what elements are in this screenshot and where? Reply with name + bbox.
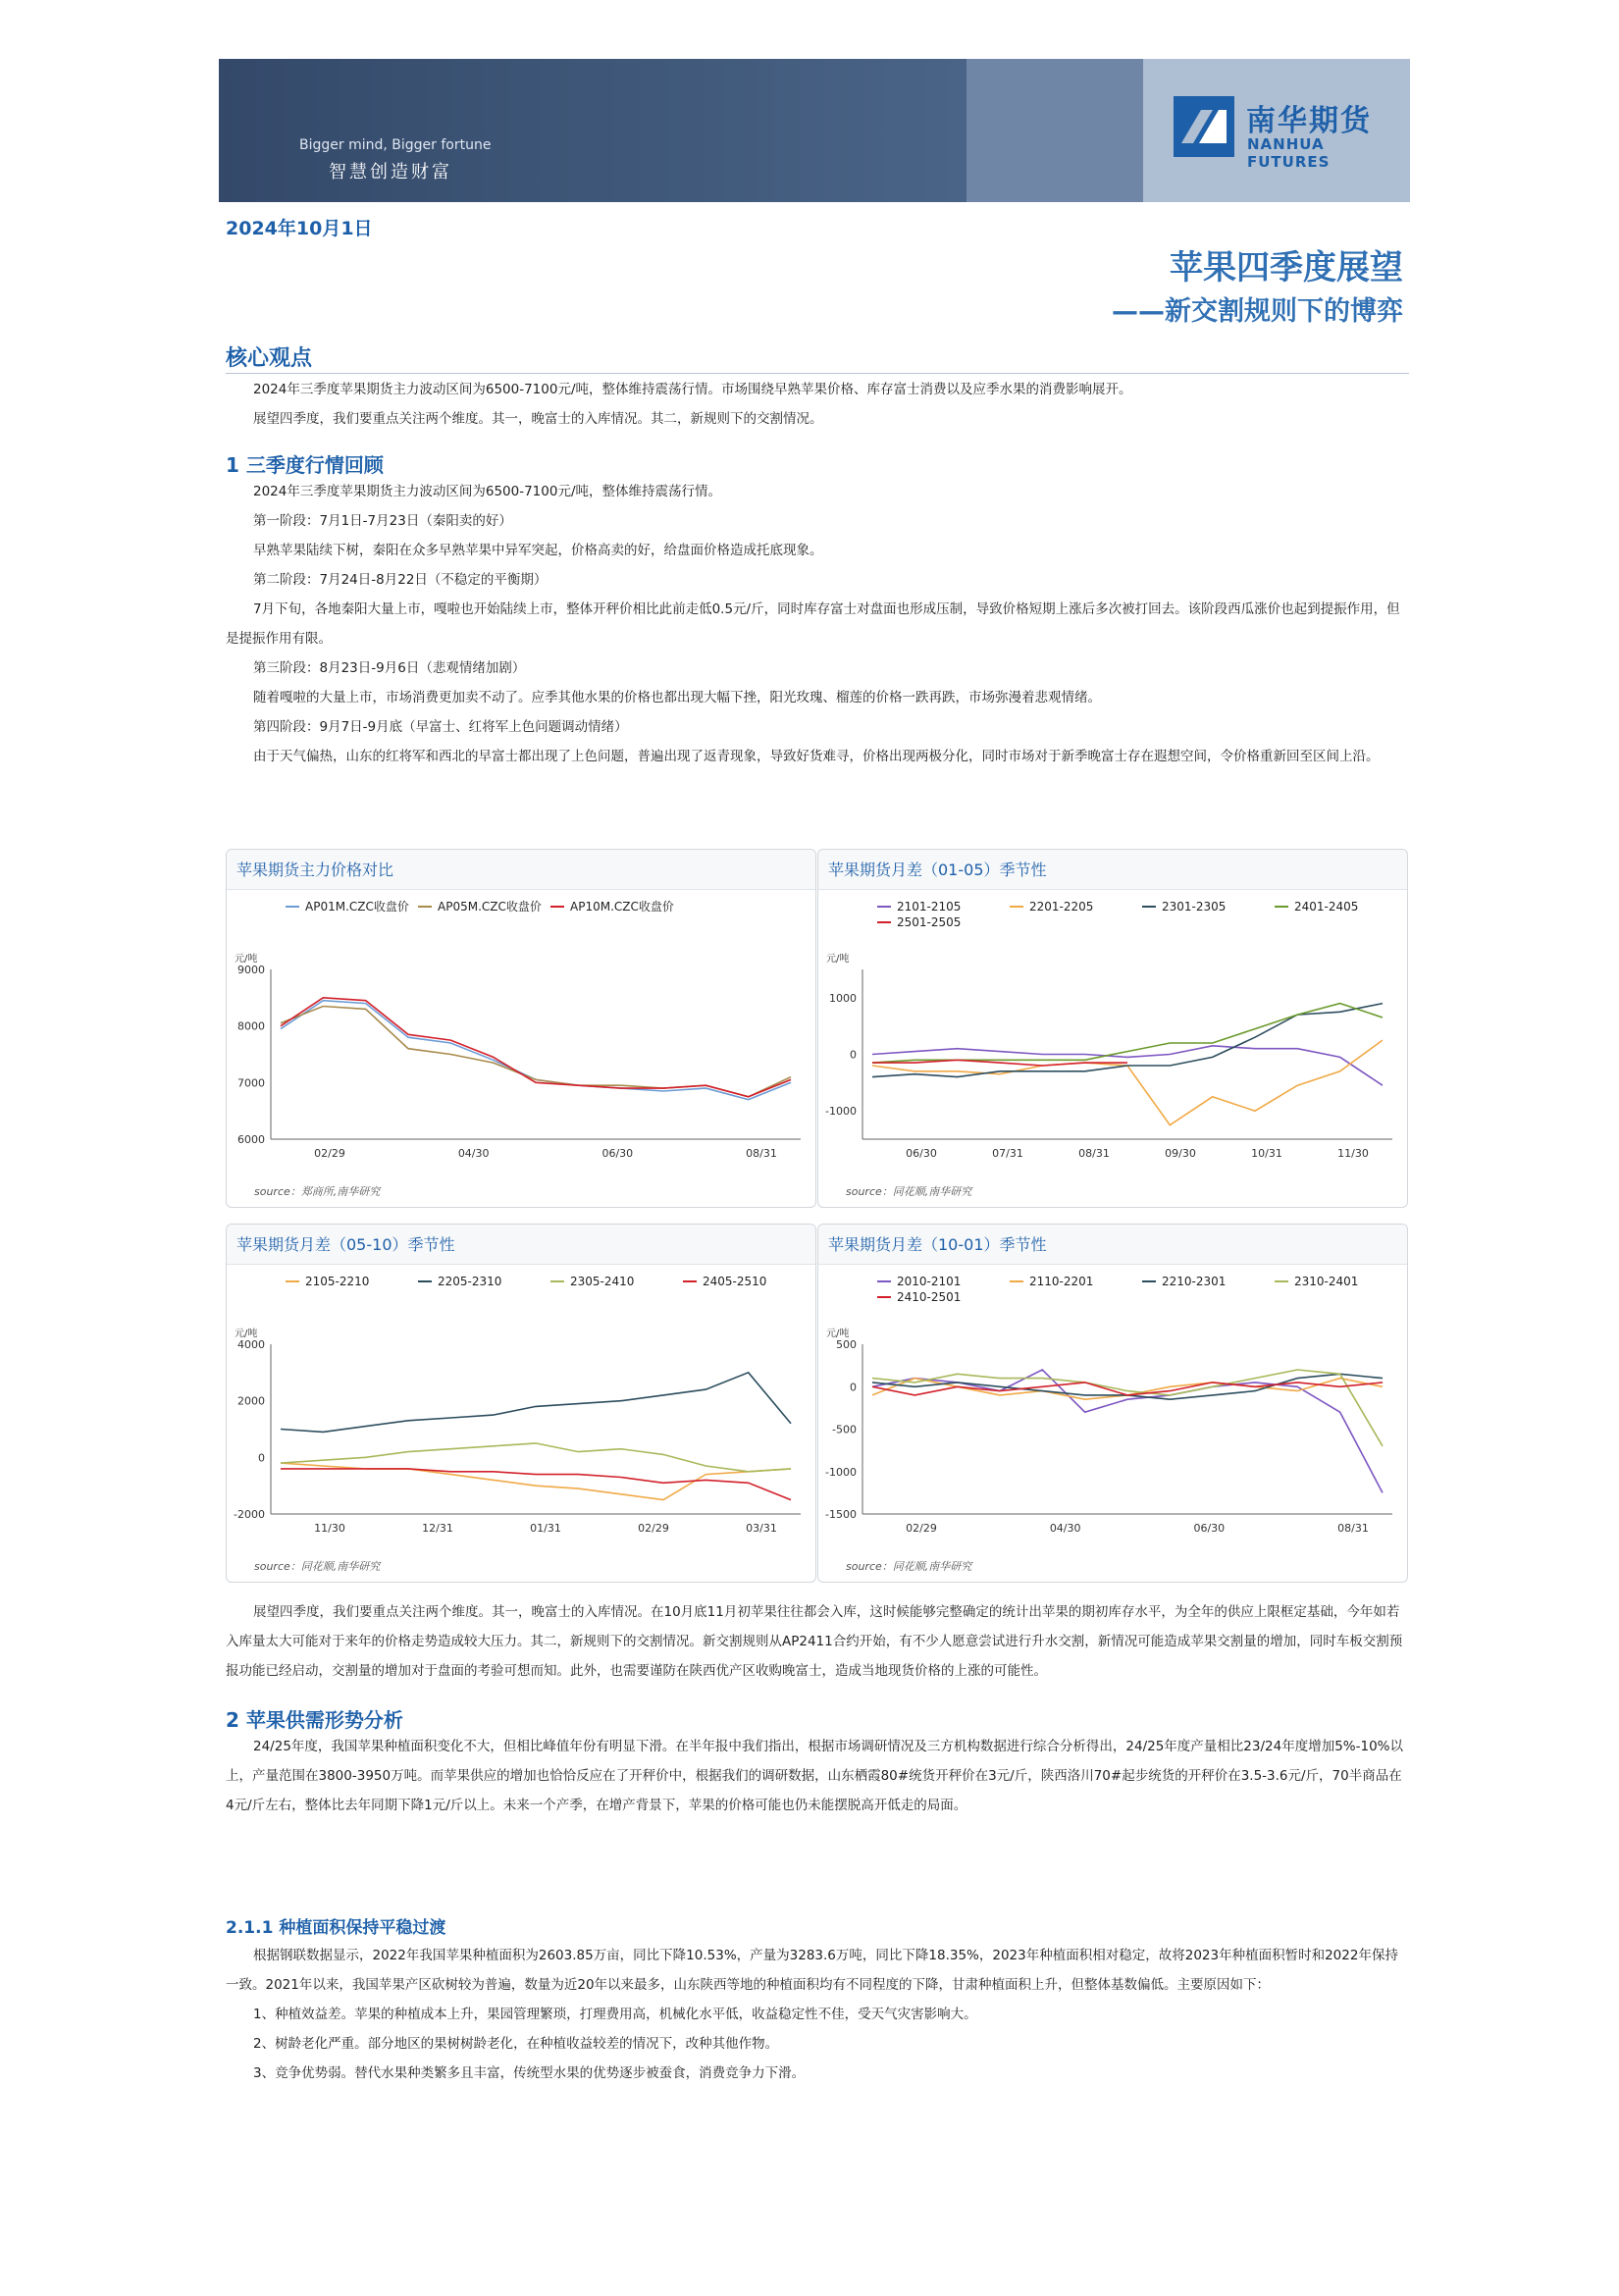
outlook-body	[226, 1597, 1403, 1686]
series-line	[872, 1040, 1383, 1125]
legend-label: AP05M.CZC收盘价	[438, 900, 542, 913]
y-tick-label: 1000	[829, 991, 857, 1005]
legend-label: 2205-2310	[438, 1275, 502, 1288]
x-tick-label: 06/30	[601, 1147, 634, 1160]
slogan-english: Bigger mind, Bigger fortune	[299, 137, 492, 153]
chart-panel-spread-10-01	[817, 1224, 1408, 1583]
core-paragraph: 2024年三季度苹果期货主力波动区间为6500-7100元/吨，整体维持震荡行情。市场围绕早熟苹果价格、库存富士消费以及应季水果的消费影响展开。	[253, 382, 1132, 397]
y-axis-unit: 元/吨	[826, 954, 850, 965]
chart-spread-10-01	[818, 1264, 1407, 1558]
y-tick-label: 2000	[237, 1394, 265, 1408]
x-tick-label: 02/29	[906, 1522, 937, 1535]
legend-label: 2110-2201	[1029, 1275, 1094, 1288]
logo-text-cn: 南华期货	[1246, 104, 1372, 138]
x-tick-label: 04/30	[457, 1147, 490, 1160]
chart-source: source：郑商所,南华研究	[254, 1185, 381, 1198]
y-axis-unit: 元/吨	[235, 954, 258, 965]
nanhua-logo-icon	[1174, 96, 1234, 157]
y-tick-label: -1500	[825, 1508, 857, 1521]
chart-price-compare	[227, 889, 815, 1183]
legend-label: 2101-2105	[897, 900, 962, 913]
outlook-paragraph: 展望四季度，我们要重点关注两个维度。其一，晚富士的入库情况。在10月底11月初苹果往往都会入库，这时候能够完整确定的统计出苹果的期初库存水平，为全年的供应上限框定基础，今年如若入库量太大可能对于来年的价格走势造成较大压力。其二，新规则下的交割情况。新交割规则从AP2411合约开始，有不少人愿意尝试进行升水交割，新情况可能造成苹果交割量的增加，同时车板交割预报功能已经启动，交割量的增加对于盘面的考验可想而知。此外，也需要谨防在陕西优产区收购晚富士，造成当地现货价格的上涨的可能性。	[226, 1604, 1403, 1679]
series-line	[281, 998, 791, 1097]
chart-source: source：同花顺,南华研究	[846, 1185, 972, 1198]
section211-heading: 2.1.1 种植面积保持平稳过渡	[226, 1918, 446, 1938]
legend-label: 2105-2210	[305, 1275, 370, 1288]
legend-label: 2410-2501	[897, 1290, 962, 1304]
x-tick-label: 06/30	[906, 1147, 937, 1160]
series-line	[872, 1004, 1383, 1077]
section1-paragraph: 第二阶段：7月24日-8月22日（不稳定的平衡期）	[253, 572, 548, 588]
y-tick-label: 9000	[237, 964, 265, 976]
section1-paragraph: 第四阶段：9月7日-9月底（早富士、红将军上色问题调动情绪）	[253, 719, 628, 735]
y-tick-label: 0	[258, 1451, 265, 1465]
core-heading: 核心观点	[226, 346, 313, 371]
chart-panel-spread-01-05	[817, 849, 1408, 1208]
section211-body	[226, 1941, 1403, 2088]
section211-paragraph: 根据钢联数据显示，2022年我国苹果种植面积为2603.85万亩，同比下降10.53%，产量为3283.6万吨，同比下降18.35%，2023年种植面积相对稳定，故将2023年种植面积暂时和2022年保持一致。2021年以来，我国苹果产区砍树较为普遍，数量为近20年以来最多，山东陕西等地的种植面积均有不同程度的下降，甘肃种植面积上升，但整体基数偏低。主要原因如下：	[226, 1948, 1398, 1993]
list-item: 1、种植效益差。苹果的种植成本上升，果园管理繁琐，打理费用高，机械化水平低，收益稳定性不佳，受天气灾害影响大。	[253, 2007, 977, 2022]
x-tick-label: 03/31	[746, 1522, 777, 1535]
list-item: 3、竞争优势弱。替代水果种类繁多且丰富，传统型水果的优势逐步被蚕食，消费竞争力下滑。	[253, 2065, 806, 2081]
y-tick-label: 4000	[237, 1338, 265, 1351]
legend-label: 2210-2301	[1162, 1275, 1227, 1288]
y-axis-unit: 元/吨	[826, 1329, 850, 1339]
section1-paragraph: 7月下旬，各地秦阳大量上市，嘎啦也开始陆续上市，整体开秤价相比此前走低0.5元/斤，同时库存富士对盘面也形成压制，导致价格短期上涨后多次被打回去。该阶段西瓜涨价也起到提振作用，但是提振作用有限。	[226, 601, 1400, 647]
report-date: 2024年10月1日	[226, 218, 373, 239]
header-banner	[219, 59, 1410, 202]
section2-heading: 2 苹果供需形势分析	[226, 1708, 403, 1732]
y-tick-label: -1000	[825, 1105, 857, 1119]
list-item: 2、树龄老化严重。部分地区的果树树龄老化，在种植收益较差的情况下，改种其他作物。	[253, 2036, 779, 2052]
y-tick-label: 8000	[237, 1019, 265, 1033]
legend-label: 2201-2205	[1029, 900, 1094, 913]
chart-title: 苹果期货月差（01-05）季节性	[828, 861, 1047, 879]
legend-label: AP01M.CZC收盘价	[305, 900, 409, 913]
x-tick-label: 11/30	[314, 1522, 345, 1535]
x-tick-label: 02/29	[638, 1522, 669, 1535]
chart-title: 苹果期货月差（10-01）季节性	[828, 1235, 1047, 1254]
y-tick-label: 6000	[237, 1133, 265, 1146]
x-tick-label: 08/31	[746, 1147, 777, 1160]
section1-paragraph: 由于天气偏热，山东的红将军和西北的早富士都出现了上色问题，普遍出现了返青现象，导致好货难寻，价格出现两极分化，同时市场对于新季晚富士存在遐想空间，令价格重新回至区间上沿。	[253, 749, 1380, 764]
series-line	[281, 1001, 791, 1100]
chart-panel-spread-05-10	[226, 1224, 816, 1583]
slogan-chinese: 智慧创造财富	[329, 162, 452, 183]
chart-spread-05-10	[227, 1264, 815, 1558]
chart-source: source：同花顺,南华研究	[846, 1560, 972, 1573]
x-tick-label: 12/31	[422, 1522, 453, 1535]
y-tick-label: -500	[832, 1423, 857, 1436]
legend-label: 2501-2505	[897, 915, 962, 929]
divider	[226, 373, 1409, 374]
legend-label: 2301-2305	[1162, 900, 1227, 913]
y-tick-label: 0	[850, 1048, 857, 1062]
series-line	[281, 1443, 791, 1472]
core-body	[226, 375, 1403, 434]
report-subtitle: ——新交割规则下的博弈	[1112, 296, 1403, 327]
section1-paragraph: 第三阶段：8月23日-9月6日（悲观情绪加剧）	[253, 660, 526, 676]
legend-label: 2401-2405	[1294, 900, 1359, 913]
section1-paragraph: 随着嘎啦的大量上市，市场消费更加卖不动了。应季其他水果的价格也都出现大幅下挫，阳光玫瑰、榴莲的价格一跌再跌，市场弥漫着悲观情绪。	[253, 690, 1101, 705]
y-tick-label: 0	[850, 1381, 857, 1394]
section1-paragraph: 早熟苹果陆续下树，秦阳在众多早熟苹果中异军突起，价格高卖的好，给盘面价格造成托底现象。	[253, 543, 823, 558]
y-tick-label: 7000	[237, 1076, 265, 1090]
section2-body	[226, 1732, 1403, 1820]
logo-text-en: NANHUA FUTURES	[1247, 135, 1331, 171]
y-tick-label: -2000	[234, 1508, 265, 1521]
legend-label: 2010-2101	[897, 1275, 962, 1288]
y-axis-unit: 元/吨	[235, 1329, 258, 1339]
section1-paragraph: 2024年三季度苹果期货主力波动区间为6500-7100元/吨，整体维持震荡行情。	[253, 484, 721, 499]
chart-source: source：同花顺,南华研究	[254, 1560, 381, 1573]
section2-paragraph: 24/25年度，我国苹果种植面积变化不大，但相比峰值年份有明显下滑。在半年报中我们指出，根据市场调研情况及三方机构数据进行综合分析得出，24/25年度产量相比23/24年度增加5%-10%以上，产量范围在3800-3950万吨。而苹果供应的增加也恰恰反应在了开秤价中，根据我们的调研数据，山东栖霞80#统货开秤价在3元/斤，陕西洛川70#起步统货的开秤价在3.5-3.6元/斤，70半商品在4元/斤左右，整体比去年同期下降1元/斤以上。未来一个产季，在增产背景下，苹果的价格可能也仍未能摆脱高开低走的局面。	[226, 1739, 1404, 1813]
chart-panel-price-compare	[226, 849, 816, 1208]
x-tick-label: 11/30	[1337, 1147, 1369, 1160]
y-tick-label: 500	[836, 1338, 857, 1351]
chart-title: 苹果期货月差（05-10）季节性	[236, 1235, 455, 1254]
x-tick-label: 06/30	[1193, 1522, 1226, 1535]
section1-heading: 1 三季度行情回顾	[226, 453, 384, 477]
legend-label: 2405-2510	[703, 1275, 767, 1288]
legend-label: AP10M.CZC收盘价	[570, 900, 674, 913]
x-tick-label: 01/31	[530, 1522, 561, 1535]
legend-label: 2310-2401	[1294, 1275, 1359, 1288]
x-tick-label: 04/30	[1049, 1522, 1081, 1535]
series-line	[281, 1373, 791, 1433]
chart-spread-01-05	[818, 889, 1407, 1183]
chart-title: 苹果期货主力价格对比	[236, 861, 394, 879]
x-tick-label: 02/29	[314, 1147, 345, 1160]
section1-body	[226, 477, 1403, 771]
section1-paragraph: 第一阶段：7月1日-7月23日（秦阳卖的好）	[253, 513, 512, 529]
x-tick-label: 10/31	[1251, 1147, 1282, 1160]
x-tick-label: 08/31	[1078, 1147, 1110, 1160]
x-tick-label: 07/31	[992, 1147, 1023, 1160]
x-tick-label: 09/30	[1165, 1147, 1196, 1160]
core-paragraph: 展望四季度，我们要重点关注两个维度。其一，晚富士的入库情况。其二，新规则下的交割情况。	[253, 411, 823, 427]
y-tick-label: -1000	[825, 1465, 857, 1479]
report-title: 苹果四季度展望	[1170, 248, 1403, 287]
series-line	[872, 1004, 1383, 1064]
x-tick-label: 08/31	[1337, 1522, 1369, 1535]
legend-label: 2305-2410	[570, 1275, 635, 1288]
